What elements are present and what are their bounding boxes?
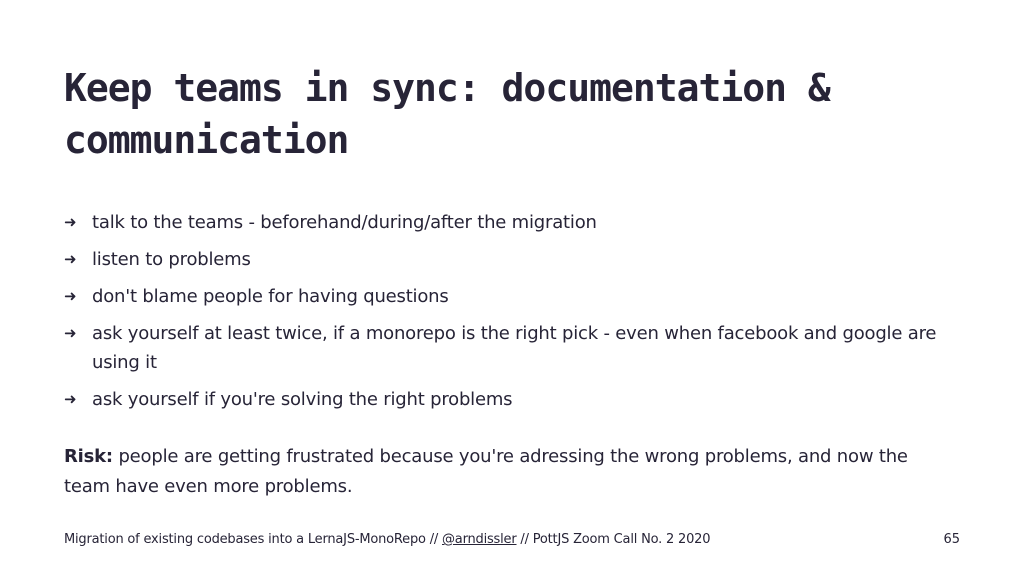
- footer-text-after: // PottJS Zoom Call No. 2 2020: [516, 532, 711, 547]
- bullet-text: ask yourself if you're solving the right problems: [92, 389, 513, 410]
- twitter-handle-link[interactable]: @arndissler: [442, 532, 517, 547]
- arrow-right-icon: ➜: [64, 324, 77, 342]
- bullet-text: don't blame people for having questions: [92, 286, 449, 307]
- risk-text: people are getting frustrated because you're adressing the wrong problems, and now the team have even more problems.: [64, 446, 908, 497]
- arrow-right-icon: ➜: [64, 390, 77, 408]
- page-number: 65: [943, 532, 960, 547]
- slide-footer: [64, 531, 710, 549]
- bullet-list: [64, 208, 964, 422]
- bullet-text: ask yourself at least twice, if a monorepo is the right pick - even when facebook and google are using it: [92, 323, 937, 373]
- slide-title: Keep teams in sync: documentation & communication: [64, 66, 830, 162]
- list-item: [64, 245, 964, 274]
- bullet-text: talk to the teams - beforehand/during/after the migration: [92, 212, 597, 233]
- list-item: [64, 385, 964, 414]
- list-item: [64, 319, 964, 377]
- footer-text-before: Migration of existing codebases into a LernaJS-MonoRepo //: [64, 532, 442, 547]
- bullet-text: listen to problems: [92, 249, 251, 270]
- risk-statement: [64, 442, 944, 502]
- arrow-right-icon: ➜: [64, 287, 77, 305]
- risk-label: Risk:: [64, 446, 113, 467]
- arrow-right-icon: ➜: [64, 250, 77, 268]
- list-item: [64, 282, 964, 311]
- list-item: [64, 208, 964, 237]
- arrow-right-icon: ➜: [64, 213, 77, 231]
